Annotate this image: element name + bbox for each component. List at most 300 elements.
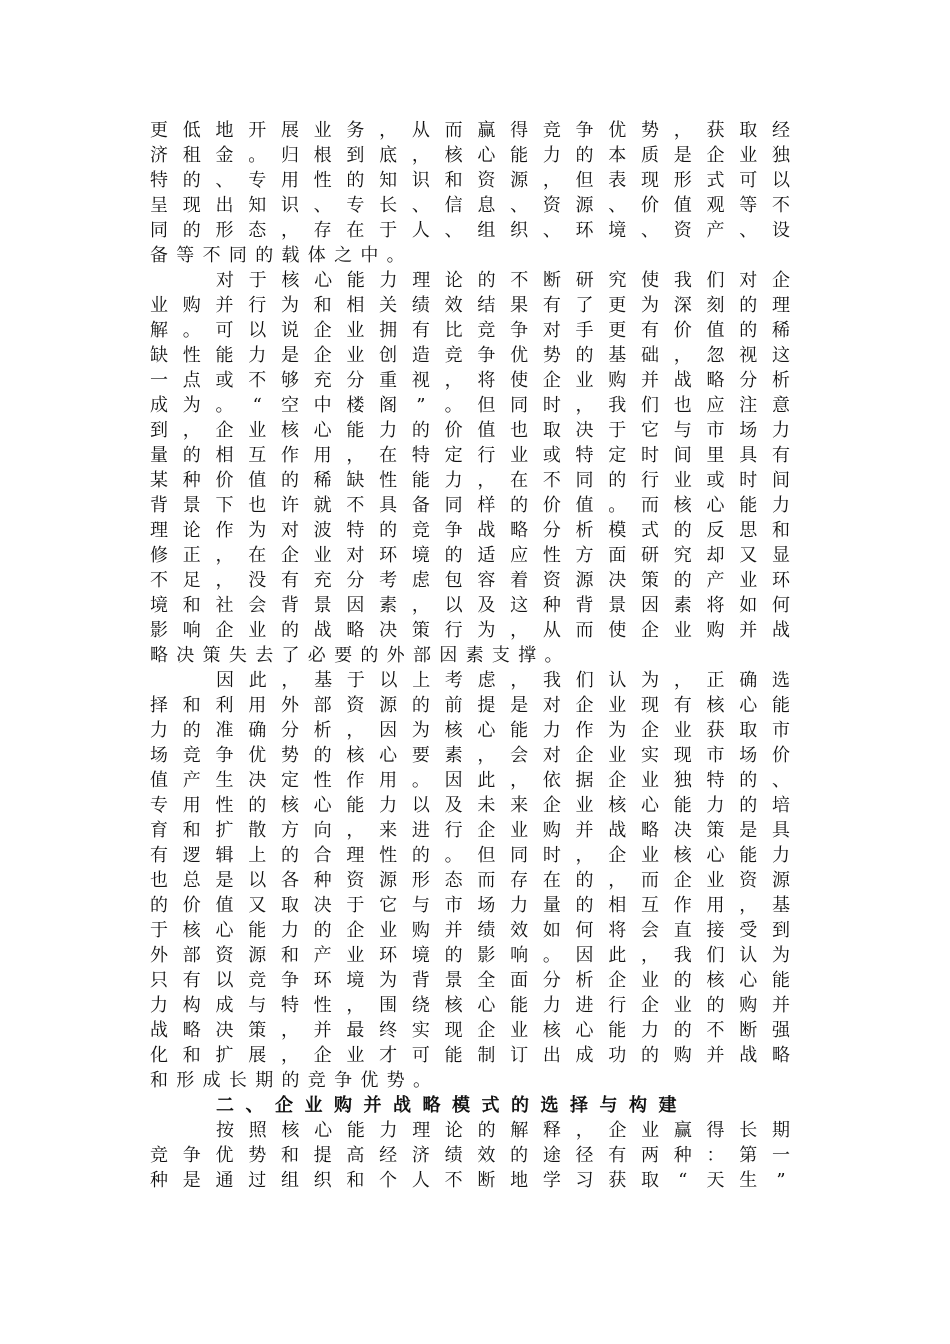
glyph: 市 [771,720,790,741]
glyph: 理 [150,520,168,541]
glyph: 作 [673,895,692,916]
glyph: 基 [771,895,790,916]
glyph: 的 [280,620,299,641]
glyph: 将 [706,595,725,616]
glyph: 虑 [411,570,430,591]
glyph: 并 [575,820,594,841]
glyph: 作 [215,520,234,541]
glyph: 形 [215,220,234,241]
glyph: 境 [411,545,430,566]
glyph: 断 [543,270,562,291]
glyph: 知 [379,170,398,191]
glyph: 取 [542,420,561,441]
glyph: 获 [608,1170,627,1191]
glyph: 才 [379,1045,398,1066]
glyph: 策 [641,570,660,591]
glyph: 是 [215,870,234,891]
glyph: 用 [379,770,398,791]
glyph: 也 [150,870,168,891]
glyph: 力 [510,895,529,916]
glyph: 取 [739,120,758,141]
glyph: 用 [280,170,299,191]
glyph: 业 [346,320,365,341]
glyph: 说 [280,320,299,341]
glyph: 比 [444,320,463,341]
glyph: 的 [444,945,463,966]
glyph: 许 [280,495,299,516]
glyph: 值 [215,895,234,916]
glyph: 企 [641,995,660,1016]
glyph: 企 [346,920,365,941]
glyph: 购 [334,1095,352,1116]
glyph: 核 [281,270,300,291]
glyph: 价 [444,420,463,441]
glyph: ， [280,1020,299,1041]
glyph: 归 [280,145,299,166]
glyph: 行 [248,295,267,316]
glyph: 里 [706,445,725,466]
glyph: 底 [379,145,398,166]
glyph: 以 [411,795,430,816]
glyph: 创 [379,345,398,366]
glyph: 能 [673,795,692,816]
glyph: 务 [346,120,365,141]
glyph: 个 [379,1170,398,1191]
glyph: 业 [346,945,365,966]
glyph: ， [542,170,561,191]
glyph: 价 [771,745,790,766]
glyph: 于 [150,920,168,941]
glyph: 企 [641,720,660,741]
glyph: 依 [542,770,561,791]
document-body [150,118,790,1193]
text-line [150,943,790,968]
glyph: 一 [150,370,168,391]
glyph: 同 [228,245,247,266]
glyph: 化 [150,1045,168,1066]
glyph: 第 [739,1145,758,1166]
glyph: 各 [280,870,299,891]
glyph: 途 [542,1145,561,1166]
glyph: 部 [182,945,201,966]
glyph: 对 [346,545,365,566]
glyph: 们 [641,395,660,416]
glyph: 缺 [346,470,365,491]
glyph: 性 [379,470,398,491]
glyph: 以 [771,170,790,191]
glyph: 特 [706,770,725,791]
glyph: ， [346,820,365,841]
glyph: 种 [182,470,201,491]
glyph: ， [411,595,430,616]
glyph: 按 [216,1120,234,1141]
glyph: ， [673,345,692,366]
glyph: 核 [706,695,725,716]
glyph: 长 [739,1120,758,1141]
glyph: ， [641,945,660,966]
glyph: 制 [477,1045,496,1066]
glyph: 析 [771,370,790,391]
glyph: 场 [739,745,758,766]
glyph: 实 [411,1020,430,1041]
glyph: 充 [313,370,332,391]
glyph: 与 [248,995,267,1016]
glyph: 为 [280,295,299,316]
glyph: 绩 [477,920,496,941]
glyph: 业 [608,745,627,766]
glyph: 部 [313,695,332,716]
glyph: 的 [739,770,758,791]
glyph: 优 [510,345,529,366]
glyph: 围 [379,995,398,1016]
glyph: 响 [182,620,201,641]
glyph: 业 [379,920,398,941]
glyph: 作 [280,445,299,466]
text-line [150,1068,790,1093]
glyph: 以 [215,970,234,991]
glyph: 将 [608,920,627,941]
glyph: 和 [444,170,463,191]
glyph: 业 [248,620,267,641]
glyph: 面 [510,970,529,991]
glyph: 此 [477,770,496,791]
glyph: 业 [706,870,725,891]
glyph: 背 [150,495,168,516]
glyph: 可 [215,320,234,341]
glyph: 我 [673,945,692,966]
glyph: 值 [150,770,168,791]
glyph: 而 [641,870,660,891]
glyph: 绩 [444,1145,463,1166]
text-line [150,193,790,218]
glyph: 获 [706,120,725,141]
glyph: 有 [771,445,790,466]
glyph: 一 [771,1145,790,1166]
glyph: 应 [510,545,529,566]
glyph: 势 [386,1070,405,1091]
glyph: 并 [771,995,790,1016]
glyph: 出 [542,1045,561,1066]
glyph: 素 [673,595,692,616]
glyph: 使 [641,270,660,291]
glyph: 能 [346,795,365,816]
glyph: 于 [379,220,398,241]
glyph: 深 [673,295,692,316]
glyph: 学 [542,1170,561,1191]
glyph: 的 [379,520,398,541]
glyph: 值 [477,420,496,441]
glyph: 认 [739,945,758,966]
glyph: 某 [150,470,168,491]
glyph: 。 [412,1070,431,1091]
glyph: 力 [771,420,790,441]
glyph: 实 [641,745,660,766]
glyph: 、 [313,195,332,216]
glyph: ， [182,420,201,441]
glyph: 略 [150,645,168,666]
glyph: 为 [641,295,660,316]
glyph: 值 [673,195,692,216]
glyph: 中 [313,395,332,416]
glyph: 心 [706,845,725,866]
glyph: 现 [641,170,660,191]
glyph: 间 [673,445,692,466]
glyph: 优 [360,1070,379,1091]
glyph: 价 [641,195,660,216]
glyph: 不 [248,370,267,391]
glyph: 源 [771,870,790,891]
glyph: 。 [444,395,463,416]
glyph: 购 [608,370,627,391]
glyph: 业 [346,1045,365,1066]
glyph: 于 [608,420,627,441]
glyph: 分 [280,720,299,741]
glyph: 有 [182,970,201,991]
glyph: 景 [608,595,627,616]
glyph: 将 [477,370,496,391]
glyph: 结 [477,295,496,316]
glyph: 专 [346,195,365,216]
glyph: 行 [608,995,627,1016]
glyph: 力 [542,995,561,1016]
glyph: 面 [608,545,627,566]
glyph: 定 [608,445,627,466]
glyph: 为 [641,670,660,691]
glyph: 心 [379,745,398,766]
glyph: 有 [542,295,561,316]
glyph: 产 [313,945,332,966]
glyph: 业 [313,120,332,141]
glyph: 论 [444,1120,463,1141]
glyph: 了 [575,295,594,316]
glyph: 核 [673,845,692,866]
glyph: ， [346,720,365,741]
glyph: 企 [280,545,299,566]
glyph: 向 [313,820,332,841]
glyph: 了 [281,645,300,666]
glyph: 心 [706,495,725,516]
glyph: 境 [150,595,168,616]
glyph: 准 [215,720,234,741]
glyph: 景 [313,595,332,616]
glyph: 忽 [706,345,725,366]
glyph: 但 [575,170,594,191]
glyph: 的 [511,1095,529,1116]
glyph: 和 [182,595,201,616]
section-heading [150,1093,790,1118]
glyph: 基 [608,345,627,366]
glyph: 性 [542,545,561,566]
glyph: 源 [510,170,529,191]
glyph: 这 [510,595,529,616]
glyph: 性 [379,845,398,866]
glyph: 。 [386,245,405,266]
glyph: 长 [379,195,398,216]
glyph: 力 [542,145,561,166]
glyph: 并 [313,1020,332,1041]
glyph: 定 [444,445,463,466]
glyph: 的 [411,420,430,441]
glyph: 直 [673,920,692,941]
glyph: 决 [313,895,332,916]
glyph: 特 [411,445,430,466]
glyph: 模 [452,1095,470,1116]
glyph: 效 [477,1145,496,1166]
glyph: 不 [202,245,221,266]
glyph: 以 [379,670,398,691]
glyph: 展 [280,120,299,141]
glyph: 获 [706,720,725,741]
glyph: 企 [477,820,496,841]
glyph: 经 [771,120,790,141]
glyph: 心 [739,695,758,716]
glyph: 。 [444,845,463,866]
glyph: 又 [739,545,758,566]
glyph: 环 [379,545,398,566]
glyph: 能 [346,270,365,291]
glyph: 论 [182,520,201,541]
glyph: 构 [182,995,201,1016]
glyph: 出 [215,195,234,216]
glyph: 析 [575,970,594,991]
glyph: 力 [150,995,168,1016]
glyph: 时 [542,845,561,866]
text-line [150,818,790,843]
glyph: 上 [412,670,431,691]
glyph: ， [673,120,692,141]
glyph: 的 [255,245,274,266]
glyph: 策 [202,645,221,666]
glyph: 的 [182,170,201,191]
glyph: 对 [739,270,758,291]
glyph: 而 [477,870,496,891]
glyph: 的 [281,1070,300,1091]
glyph: 空 [280,395,299,416]
text-line [150,643,790,668]
glyph: 存 [313,220,332,241]
glyph: 竞 [307,1070,326,1091]
glyph: 。 [542,945,561,966]
glyph: 接 [706,920,725,941]
glyph: 理 [412,1120,431,1141]
glyph: 。 [248,145,267,166]
glyph: 正 [706,670,725,691]
glyph: 势 [248,1145,267,1166]
glyph: 的 [248,795,267,816]
glyph: 行 [444,820,463,841]
glyph: 开 [248,120,267,141]
glyph: 失 [228,645,247,666]
glyph: 不 [542,470,561,491]
glyph: 种 [150,1170,168,1191]
glyph: ” [776,1170,786,1191]
glyph: 的 [510,1145,529,1166]
glyph: 心 [477,720,496,741]
glyph: 我 [543,670,562,691]
glyph: 景 [182,495,201,516]
glyph: 释 [543,1120,562,1141]
glyph: 认 [608,670,627,691]
glyph: 力 [150,720,168,741]
glyph: 业 [641,770,660,791]
glyph: 源 [575,195,594,216]
glyph: 和 [771,520,790,541]
glyph: 和 [182,820,201,841]
glyph: 争 [510,320,529,341]
glyph: 、 [444,220,463,241]
glyph: 载 [281,245,300,266]
glyph: 竞 [542,120,561,141]
glyph: 到 [150,420,168,441]
glyph: 资 [542,570,561,591]
glyph: ” [416,395,426,416]
glyph: 互 [248,445,267,466]
glyph: 的 [360,645,379,666]
glyph: ， [575,395,594,416]
glyph: 的 [150,895,168,916]
glyph: 能 [248,920,267,941]
glyph: 略 [182,1020,201,1041]
glyph: 总 [182,870,201,891]
glyph: 能 [346,1120,365,1141]
text-line [150,868,790,893]
glyph: 照 [248,1120,267,1141]
glyph: 性 [313,995,332,1016]
glyph: 来 [379,820,398,841]
glyph: 特 [575,445,594,466]
glyph: 识 [411,170,430,191]
glyph: 的 [182,720,201,741]
text-line [150,318,790,343]
glyph: 时 [641,445,660,466]
glyph: 形 [673,170,692,191]
text-line [150,1143,790,1168]
glyph: 也 [673,395,692,416]
glyph: 同 [150,220,168,241]
glyph: ， [477,745,496,766]
glyph: ， [673,670,692,691]
glyph: 源 [575,570,594,591]
glyph: 量 [542,895,561,916]
glyph: 优 [608,120,627,141]
glyph: 产 [706,220,725,241]
glyph: 从 [542,620,561,641]
glyph: 全 [477,970,496,991]
glyph: 息 [477,195,496,216]
glyph: 等 [739,195,758,216]
glyph: 和 [313,295,332,316]
glyph: 心 [575,1020,594,1041]
glyph: 扩 [215,1045,234,1066]
glyph: 理 [346,845,365,866]
text-line [150,768,790,793]
glyph: 析 [313,720,332,741]
glyph: 提 [477,695,496,716]
glyph: 核 [182,920,201,941]
glyph: 思 [739,520,758,541]
glyph: 或 [215,370,234,391]
glyph: 等 [176,245,195,266]
glyph: 性 [313,170,332,191]
glyph: 利 [215,695,234,716]
glyph: 以 [444,595,463,616]
glyph: 心 [641,795,660,816]
glyph: 竞 [248,970,267,991]
glyph: 却 [706,545,725,566]
text-line [150,668,790,693]
glyph: 能 [739,495,758,516]
glyph: 人 [411,220,430,241]
